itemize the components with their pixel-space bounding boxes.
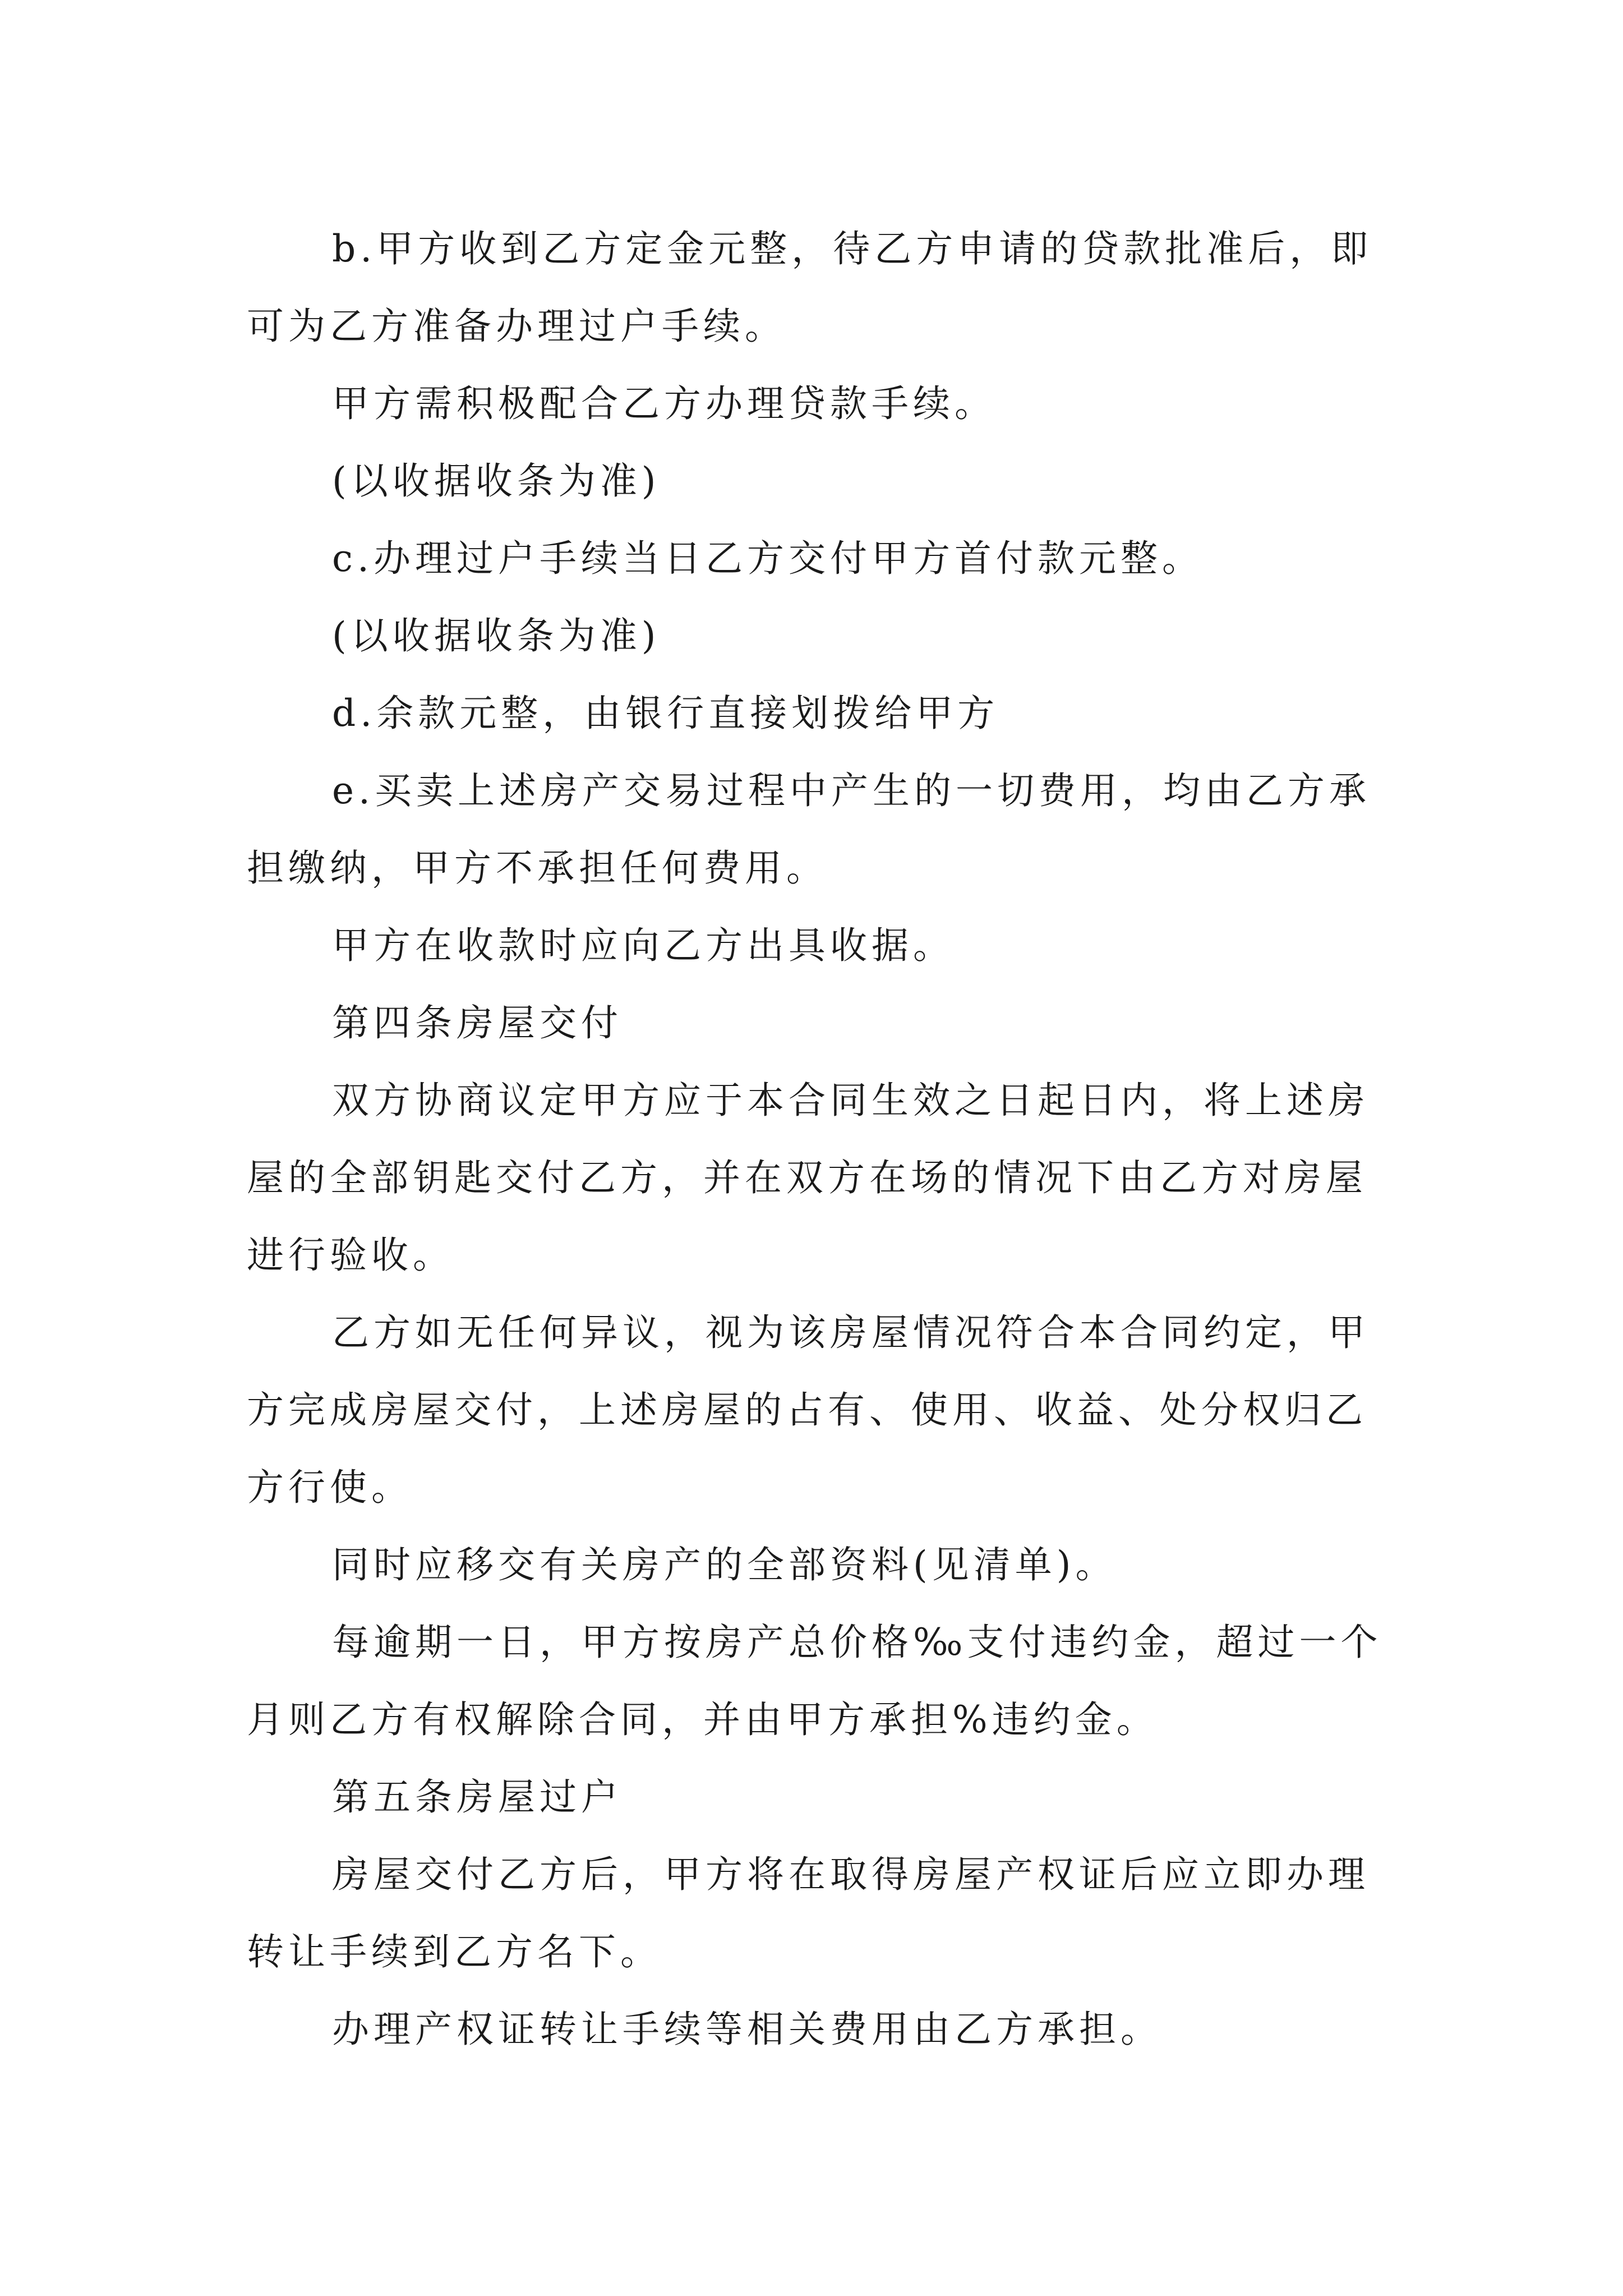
paragraph: 甲方在收款时应向乙方出具收据。: [332, 924, 955, 967]
paragraph: 同时应移交有关房产的全部资料(见清单)。: [332, 1543, 1117, 1586]
paragraph: d.余款元整，由银行直接划拨给甲方: [332, 692, 999, 735]
paragraph: e.买卖上述房产交易过程中产生的一切费用，均由乙方承担缴纳，甲方不承担任何费用。: [247, 769, 1371, 890]
paragraph: 甲方需积极配合乙方办理贷款手续。: [332, 382, 996, 425]
paragraph: 乙方如无任何异议，视为该房屋情况符合本合同约定，甲方完成房屋交付，上述房屋的占有、使用、收益、处分权归乙方行使。: [247, 1311, 1370, 1509]
paragraph: 办理产权证转让手续等相关费用由乙方承担。: [332, 2008, 1162, 2051]
section-heading: 第四条房屋交付: [332, 1001, 623, 1045]
paragraph: 房屋交付乙方后，甲方将在取得房屋产权证后应立即办理转让手续到乙方名下。: [247, 1853, 1370, 1973]
paragraph: (以收据收条为准): [332, 459, 661, 503]
paragraph: (以收据收条为准): [332, 614, 661, 657]
section-heading: 第五条房屋过户: [332, 1775, 623, 1819]
paragraph: c.办理过户手续当日乙方交付甲方首付款元整。: [332, 537, 1204, 580]
paragraph: 双方协商议定甲方应于本合同生效之日起日内，将上述房屋的全部钥匙交付乙方，并在双方在场的情况下由乙方对房屋进行验收。: [247, 1079, 1370, 1277]
paragraph: 每逾期一日，甲方按房产总价格‰支付违约金，超过一个月则乙方有权解除合同，并由甲方承担%违约金。: [247, 1621, 1382, 1741]
document-body: [247, 210, 1402, 2068]
paragraph: b.甲方收到乙方定金元整，待乙方申请的贷款批准后，即可为乙方准备办理过户手续。: [247, 227, 1373, 348]
